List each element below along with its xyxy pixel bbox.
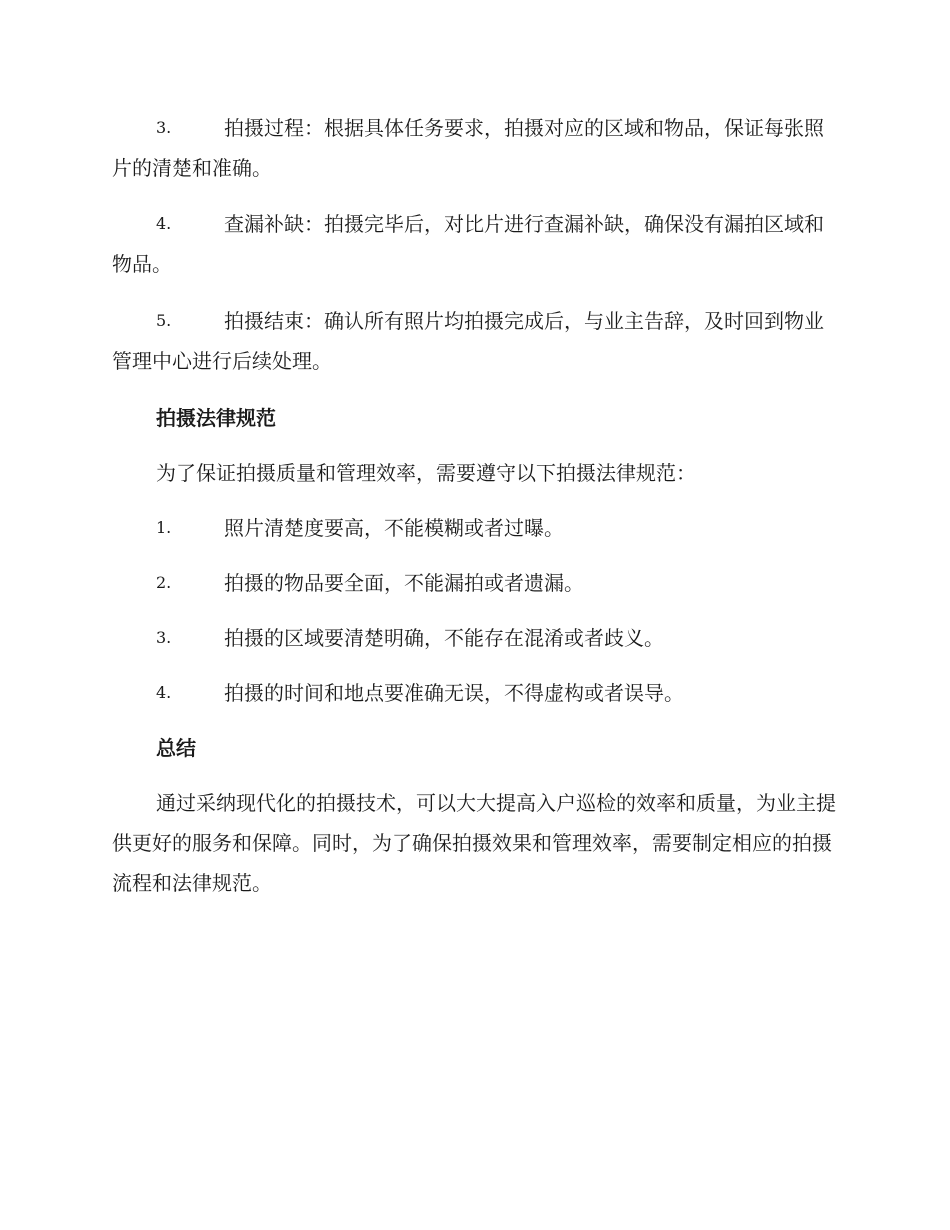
list-number: 3. [156, 118, 172, 137]
list-item [112, 563, 840, 603]
list-text: 拍摄的区域要清楚明确，不能存在混淆或者歧义。 [224, 626, 664, 650]
list-item [112, 618, 840, 658]
list-number: 1. [156, 518, 172, 537]
list-item [112, 108, 840, 188]
list-text: 拍摄结束：确认所有照片均拍摄完成后，与业主告辞，及时回到物业管理中心进行后续处理。 [112, 309, 824, 373]
list-number: 3. [156, 628, 172, 647]
list-item [112, 673, 840, 713]
list-number: 4. [156, 683, 172, 702]
section-heading: 拍摄法律规范 [156, 406, 276, 430]
list-number: 2. [156, 573, 172, 592]
list-item [112, 301, 840, 381]
summary-paragraph: 通过采纳现代化的拍摄技术，可以大大提高入户巡检的效率和质量，为业主提供更好的服务和保障。同时，为了确保拍摄效果和管理效率，需要制定相应的拍摄流程和法律规范。 [112, 791, 836, 895]
list-text: 拍摄的时间和地点要准确无误，不得虚构或者误导。 [224, 681, 684, 705]
list-number: 5. [156, 311, 172, 330]
section-heading: 总结 [156, 736, 196, 760]
list-number: 4. [156, 214, 172, 233]
list-text: 拍摄的物品要全面，不能漏拍或者遗漏。 [224, 571, 584, 595]
list-item [112, 204, 840, 284]
list-text: 查漏补缺：拍摄完毕后，对比片进行查漏补缺，确保没有漏拍区域和物品。 [112, 212, 824, 276]
section-intro: 为了保证拍摄质量和管理效率，需要遵守以下拍摄法律规范： [156, 461, 696, 485]
list-item [112, 508, 840, 548]
list-text: 拍摄过程：根据具体任务要求，拍摄对应的区域和物品，保证每张照片的清楚和准确。 [112, 116, 824, 180]
list-text: 照片清楚度要高，不能模糊或者过曝。 [224, 516, 564, 540]
